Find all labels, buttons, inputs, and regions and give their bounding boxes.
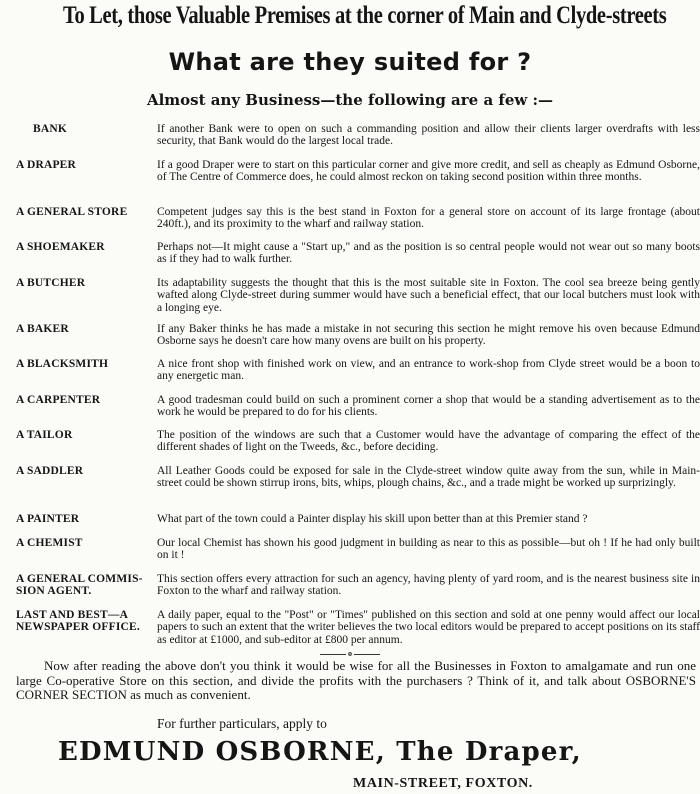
entry-text: What part of the town could a Painter display his skill upon better than at this Premier stand ? bbox=[157, 513, 588, 525]
advertiser-address: MAIN-STREET, FOXTON. bbox=[353, 776, 533, 791]
entry-text: If another Bank were to open on such a commanding position and allow their clients larger overdrafts with less security, that Bank would do the largest local trade. bbox=[157, 123, 700, 148]
section-divider bbox=[0, 650, 700, 658]
advertiser-name: EDMUND OSBORNE, The Draper, bbox=[58, 737, 582, 767]
entry-label: A BAKER bbox=[16, 323, 69, 335]
entry-label: A BUTCHER bbox=[16, 277, 86, 289]
entry-text: If a good Draper were to start on this particular corner and give more credit, and sell as cheaply as Edmund Osborne, of The Centre of Commerce does, he could almost reckon on taking second position within three months. bbox=[157, 159, 700, 184]
headline: To Let, those Valuable Premises at the corner of Main and Clyde-streets bbox=[63, 2, 667, 29]
entry-label: A DRAPER bbox=[16, 159, 77, 171]
entry-label: A SADDLER bbox=[16, 465, 84, 477]
entry-text: The position of the windows are such that a Customer would have the advantage of comparing the effect of the different shades of light on the Tweeds, &c., before deciding. bbox=[157, 429, 700, 454]
entry-label: BANK bbox=[32, 123, 68, 135]
entry-text: This section offers every attraction for such an agency, having plenty of yard room, and is the nearest business site in Foxton to the wharf and railway station. bbox=[157, 573, 700, 598]
entry-label: A CARPENTER bbox=[16, 394, 101, 406]
entry-label: A TAILOR bbox=[16, 429, 73, 441]
entry-text: A daily paper, equal to the "Post" or "Times" published on this section and sold at one penny would affect our local papers to such an extent that the writer believes the two local editors would be prepared to accept positions on its staff as editor at £1000, and sub-editor at £800 per annum. bbox=[157, 609, 700, 646]
entry-label: A CHEMIST bbox=[16, 537, 83, 549]
entry-text: If any Baker thinks he has made a mistake in not securing this section he might remove his oven because Edmund Osborne says he doesn't care how many ovens are built on his property. bbox=[157, 323, 700, 348]
entry-text: Its adaptability suggests the thought that this is the most suitable site in Foxton. The cool sea breeze being gently wafted along Clyde-street during summer would have such a beneficial effect, that our local butchers must look with a longing eye. bbox=[157, 277, 700, 314]
subheadline: What are they suited for ? bbox=[168, 48, 532, 76]
apply-line: For further particulars, apply to bbox=[157, 716, 327, 731]
entry-label: A PAINTER bbox=[16, 513, 80, 525]
entry-label: A GENERAL STORE bbox=[16, 206, 128, 218]
entry-text: A nice front shop with finished work on view, and an entrance to work-shop from Clyde street would be a boon to any energetic man. bbox=[157, 358, 700, 383]
entry-text: A good tradesman could build on such a prominent corner a shop that would be a standing advertisement as to the work he would be prepared to do for his clients. bbox=[157, 394, 700, 419]
entry-text: Perhaps not—It might cause a "Start up," and as the position is so central people would not wear out so many boots as if they had to walk further. bbox=[157, 241, 700, 266]
divider-ornament: o bbox=[348, 649, 352, 658]
entry-label: A SHOEMAKER bbox=[16, 241, 105, 253]
entry-label: LAST AND BEST—A NEWSPAPER OFFICE. bbox=[16, 609, 140, 633]
entry-text: All Leather Goods could be exposed for sale in the Clyde-street window quite away from the sun, while in Main-street could be shown stirrup irons, bits, whips, plough chains, &c., and a trade might be worked up surprizingly. bbox=[157, 465, 700, 490]
entry-text: Our local Chemist has shown his good judgment in building as near to this as possible—but oh ! If he had only built on it ! bbox=[157, 537, 700, 562]
closing-paragraph: Now after reading the above don't you think it would be wise for all the Businesses in Foxton to amalgamate and run one large Co-operative Store on this section, and divide the profits with the purchasers ? Think of it, and talk about OSBORNE'S CORNER SECTION as much as convenient. bbox=[16, 658, 696, 702]
entry-label: A GENERAL COMMIS-SION AGENT. bbox=[16, 573, 143, 597]
entry-label: A BLACKSMITH bbox=[16, 358, 109, 370]
intro-line: Almost any Business—the following are a few :— bbox=[146, 91, 554, 109]
entry-text: Competent judges say this is the best stand in Foxton for a general store on account of its large frontage (about 240ft.), and its proximity to the wharf and railway station. bbox=[157, 206, 700, 231]
